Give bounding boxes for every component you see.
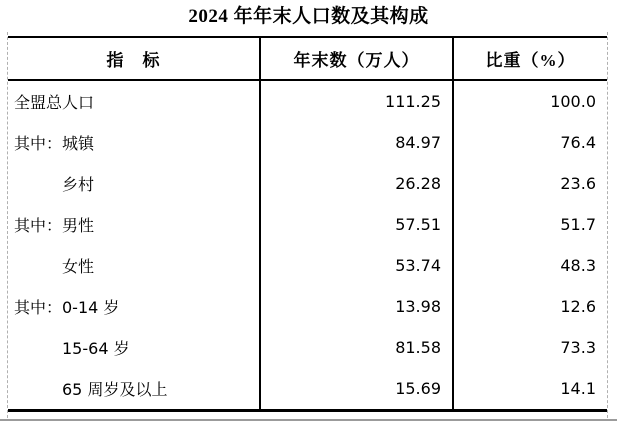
table-row (8, 163, 607, 204)
indicator-cell: 乡村 (62, 175, 95, 194)
value-cell: 15.69 (260, 368, 453, 411)
indicator-cell: 其中：0-14 岁 (14, 298, 120, 317)
share-cell: 51.7 (453, 204, 607, 245)
value-cell: 57.51 (260, 204, 453, 245)
window-bottom-edge (0, 419, 617, 421)
share-cell: 23.6 (453, 163, 607, 204)
share-cell: 76.4 (453, 122, 607, 163)
table-row (8, 286, 607, 327)
indicator-cell: 其中：男性 (14, 216, 95, 235)
value-cell: 111.25 (260, 80, 453, 122)
text-boundary (7, 32, 608, 418)
share-cell: 73.3 (453, 327, 607, 368)
table-row (8, 245, 607, 286)
page-title: 2024 年年末人口数及其构成 (188, 6, 429, 27)
header-indicator: 指 标 (8, 37, 260, 80)
header-value: 年末数（万人） (260, 37, 453, 80)
value-cell: 13.98 (260, 286, 453, 327)
table-row (8, 80, 607, 122)
population-table (8, 36, 607, 412)
value-cell: 26.28 (260, 163, 453, 204)
table-row (8, 368, 607, 411)
share-cell: 48.3 (453, 245, 607, 286)
indicator-cell: 全盟总人口 (14, 93, 95, 112)
share-cell: 14.1 (453, 368, 607, 411)
share-cell: 100.0 (453, 80, 607, 122)
indicator-cell: 65 周岁及以上 (62, 380, 168, 399)
table-row (8, 204, 607, 245)
indicator-cell: 其中：城镇 (14, 134, 95, 153)
value-cell: 53.74 (260, 245, 453, 286)
indicator-cell: 15-64 岁 (62, 339, 130, 358)
table-row (8, 327, 607, 368)
value-cell: 81.58 (260, 327, 453, 368)
header-row (8, 37, 607, 80)
share-cell: 12.6 (453, 286, 607, 327)
value-cell: 84.97 (260, 122, 453, 163)
header-share: 比重（%） (453, 37, 607, 80)
table-row (8, 122, 607, 163)
indicator-cell: 女性 (62, 257, 95, 276)
